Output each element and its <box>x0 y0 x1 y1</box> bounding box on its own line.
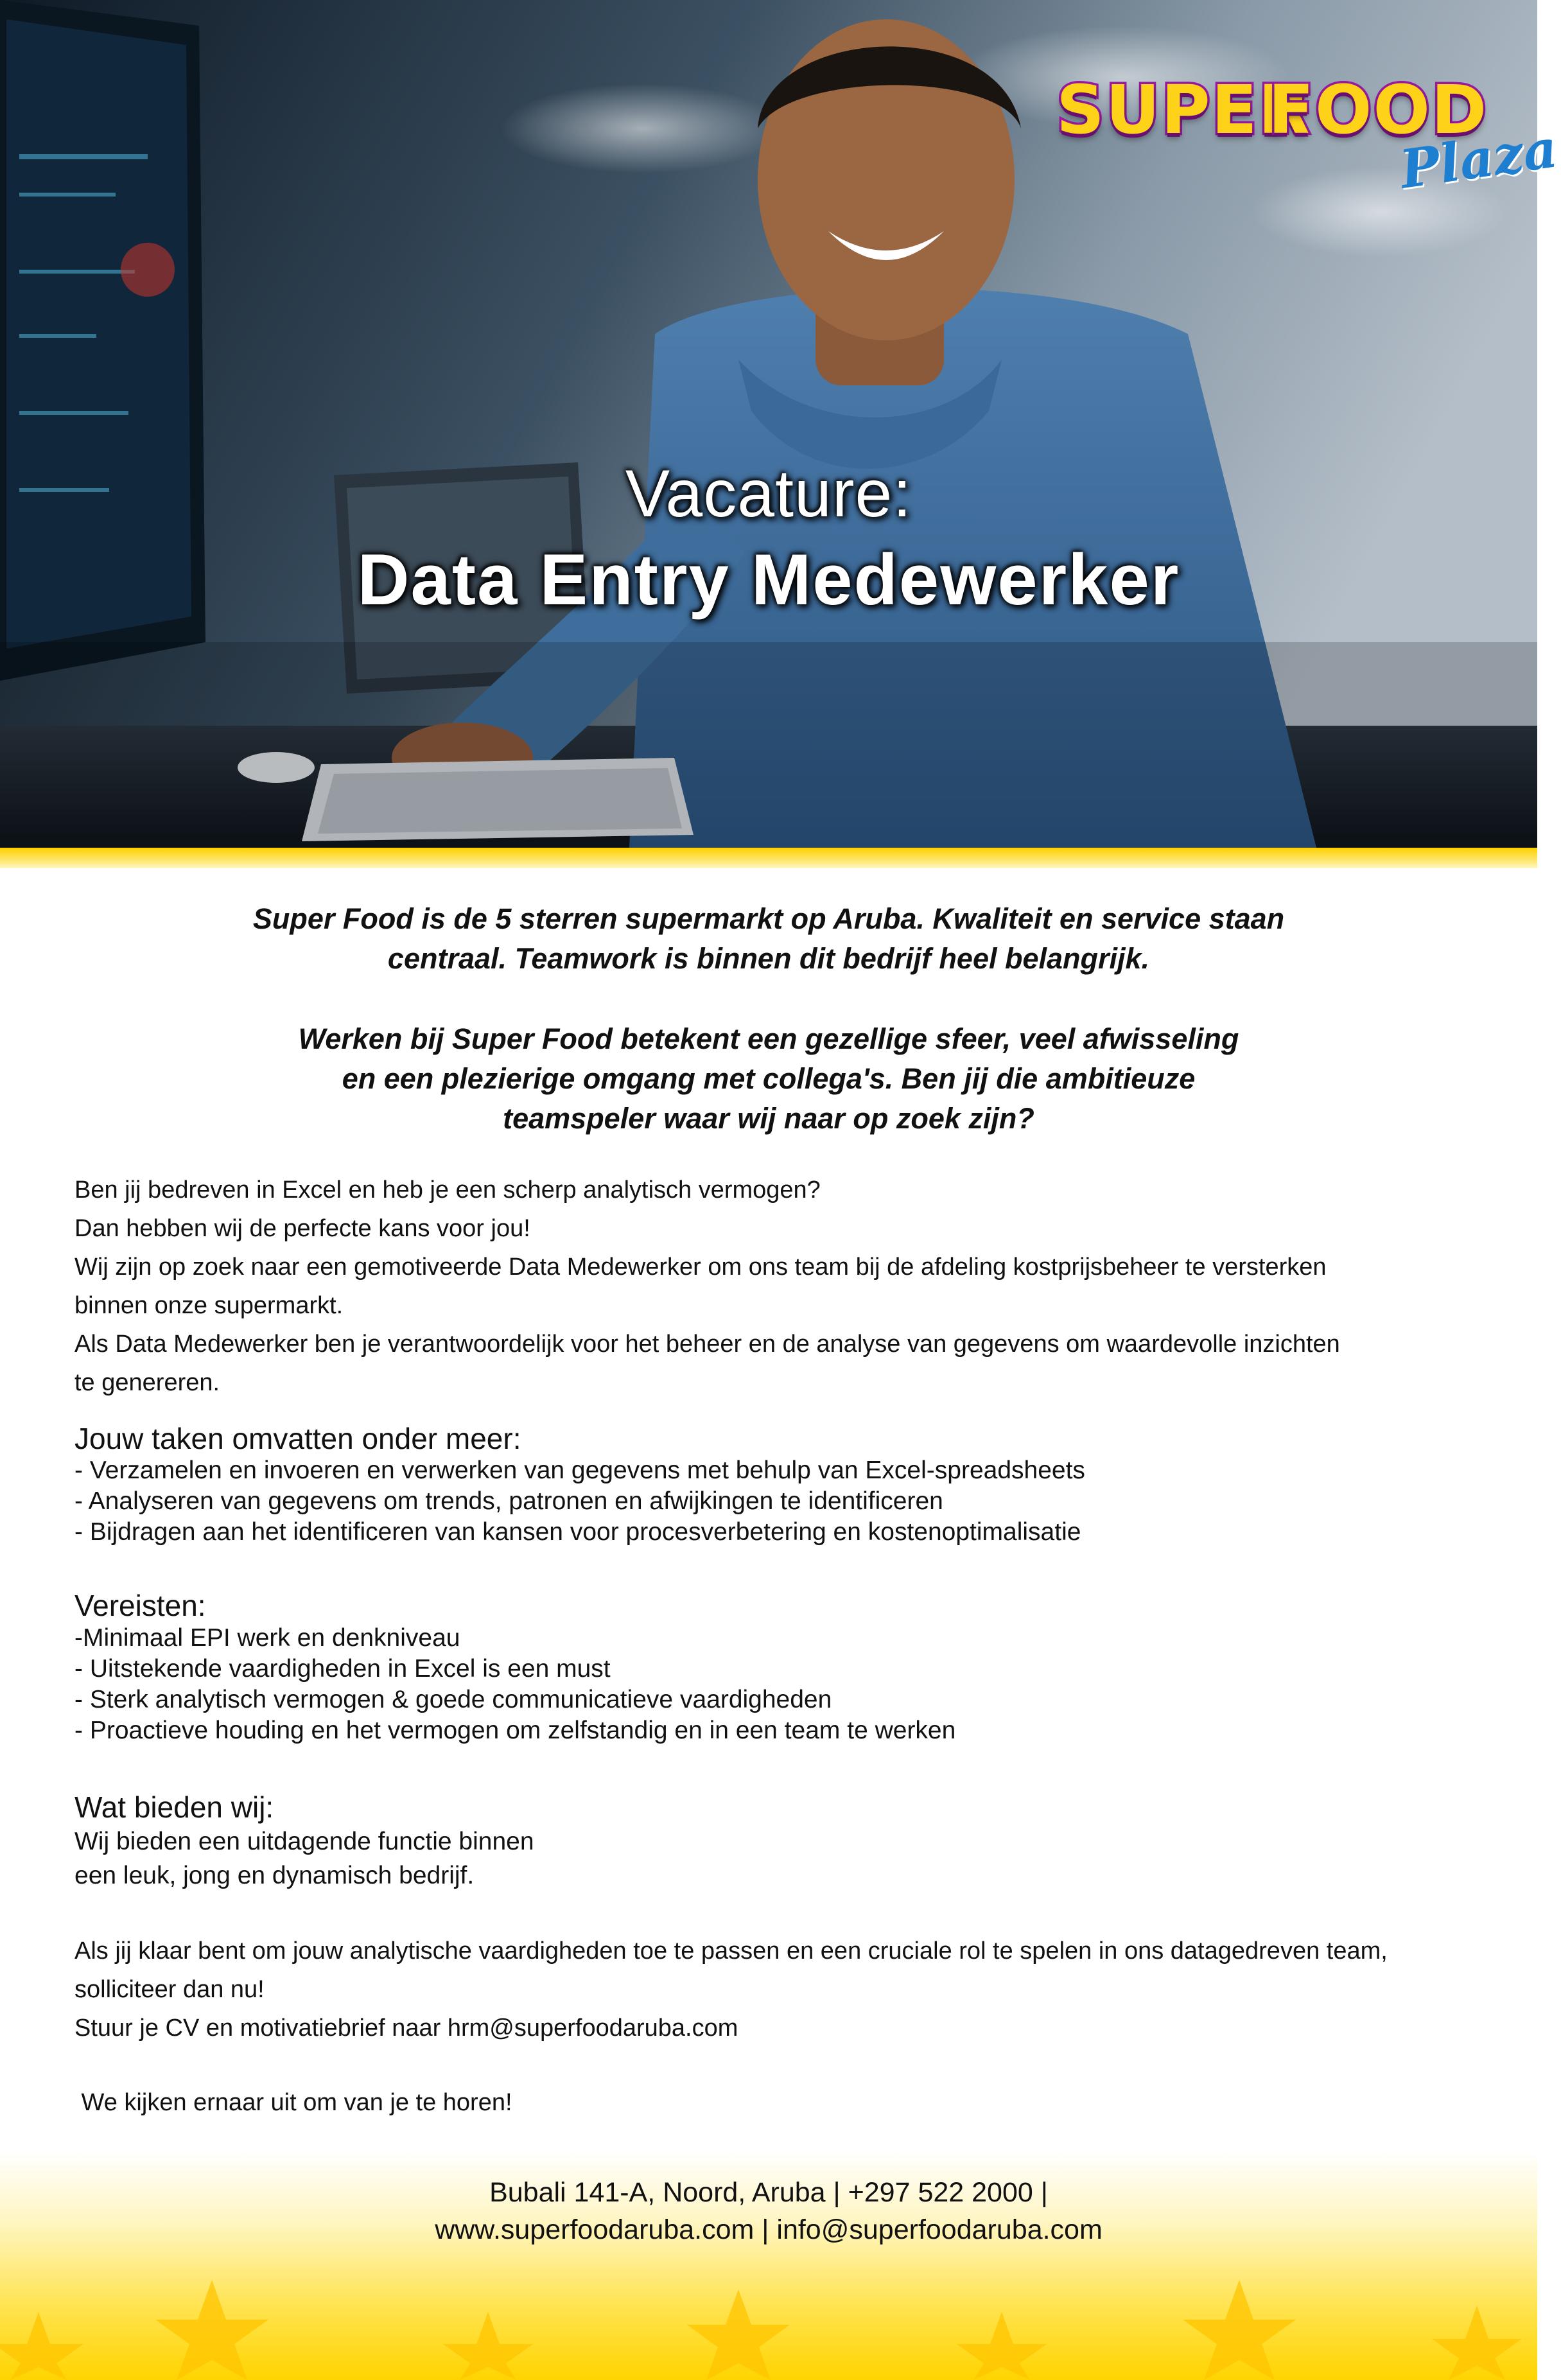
requirement-item: - Uitstekende vaardigheden in Excel is een must <box>74 1655 611 1683</box>
footer <box>0 2151 1537 2380</box>
yellow-divider <box>0 848 1537 868</box>
offer-heading: Wat bieden wij: <box>74 1790 274 1824</box>
requirement-item: -Minimaal EPI werk en denkniveau <box>74 1624 460 1652</box>
body-line: Dan hebben wij de perfecte kans voor jou! <box>74 1215 530 1242</box>
body-line: Ben jij bedreven in Excel en heb je een scherp analytisch vermogen? <box>74 1177 821 1203</box>
job-title: Data Entry Medewerker <box>357 539 1180 620</box>
body-line: binnen onze supermarkt. <box>74 1292 344 1319</box>
requirement-item: - Sterk analytisch vermogen & goede communicatieve vaardigheden <box>74 1686 832 1713</box>
intro-line: Werken bij Super Food betekent een gezellige sfeer, veel afwisseling <box>298 1022 1239 1055</box>
signoff: We kijken ernaar uit om van je te horen! <box>74 2089 512 2116</box>
vacancy-label: Vacature: <box>625 457 912 531</box>
body-line: Als Data Medewerker ben je verantwoordelijk voor het beheer en de analyse van gegevens om waardevolle inzichten <box>74 1331 1340 1358</box>
hero-banner <box>0 0 1561 848</box>
closing-line: Als jij klaar bent om jouw analytische vaardigheden toe te passen en een cruciale rol te spelen in ons datagedreven team, <box>74 1938 1388 1964</box>
footer-web-email: www.superfoodaruba.com | info@superfoodaruba.com <box>435 2214 1103 2245</box>
task-item: - Bijdragen aan het identificeren van kansen voor procesverbetering en kostenoptimalisatie <box>74 1518 1081 1546</box>
task-item: - Verzamelen en invoeren en verwerken van gegevens met behulp van Excel-spreadsheets <box>74 1457 1085 1484</box>
offer-line: Wij bieden een uitdagende functie binnen <box>74 1828 534 1855</box>
closing-line: solliciteer dan nu! <box>74 1976 265 2003</box>
body-line: Wij zijn op zoek naar een gemotiveerde Data Medewerker om ons team bij de afdeling kostprijsbeheer te versterken <box>74 1254 1327 1281</box>
footer-address: Bubali 141-A, Noord, Aruba | +297 522 2000 | <box>489 2177 1048 2208</box>
logo-word-super: SUPER <box>1056 71 1311 149</box>
offer-line: een leuk, jong en dynamisch bedrijf. <box>74 1862 475 1889</box>
intro-line: Super Food is de 5 sterren supermarkt op Aruba. Kwaliteit en service staan <box>252 902 1285 935</box>
intro-line: teamspeler waar wij naar op zoek zijn? <box>503 1102 1034 1135</box>
tasks-heading: Jouw taken omvatten onder meer: <box>74 1422 521 1455</box>
body-line: te genereren. <box>74 1369 220 1396</box>
intro-line: en een plezierige omgang met collega's. Ben jij die ambitieuze <box>342 1062 1196 1095</box>
intro-line: centraal. Teamwork is binnen dit bedrijf heel belangrijk. <box>387 942 1150 975</box>
requirements-heading: Vereisten: <box>74 1589 206 1622</box>
closing-email-line: Stuur je CV en motivatiebrief naar hrm@superfoodaruba.com <box>74 2015 738 2042</box>
task-item: - Analyseren van gegevens om trends, patronen en afwijkingen te identificeren <box>74 1487 943 1515</box>
logo-word-plaza: Plaza <box>1396 118 1561 201</box>
super-food-plaza-logo <box>1056 71 1561 201</box>
requirement-item: - Proactieve houding en het vermogen om zelfstandig en in een team te werken <box>74 1717 956 1744</box>
logo-word-food: FOOD <box>1268 71 1488 149</box>
